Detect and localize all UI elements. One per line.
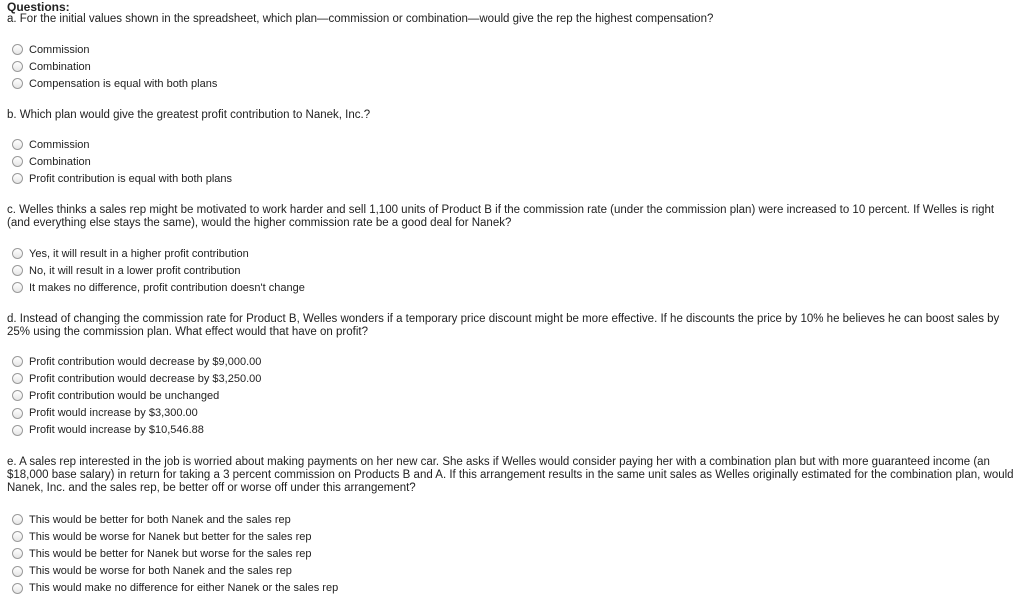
option-label: Combination bbox=[29, 155, 91, 168]
question-a-option-3[interactable] bbox=[12, 75, 217, 92]
option-label: Profit contribution is equal with both plans bbox=[29, 172, 233, 185]
radio-icon[interactable] bbox=[12, 61, 23, 72]
option-label: This would be better for both Nanek and the sales rep bbox=[29, 513, 291, 526]
questions-heading: Questions: bbox=[7, 0, 70, 14]
option-label: Profit contribution would decrease by $3,250.00 bbox=[29, 372, 262, 385]
option-label: This would be worse for both Nanek and the sales rep bbox=[29, 565, 292, 578]
option-label: Compensation is equal with both plans bbox=[29, 77, 218, 90]
radio-icon[interactable] bbox=[12, 566, 23, 577]
question-b-text: b. Which plan would give the greatest profit contribution to Nanek, Inc.? bbox=[7, 109, 371, 121]
option-label: Profit contribution would decrease by $9,000.00 bbox=[29, 355, 262, 368]
question-e-text: e. A sales rep interested in the job is worried about making payments on her new car. She asks if Welles would consider paying her with a combination plan but with more guaranteed income (an $18,000 base salary) in return for taking a 3 percent commission on Products B and A. If this arrangement results in the same unit sales as Welles originally estimated for the combination plan, would Nanek, Inc. and the sales rep, be better off or worse off under this arrangement? bbox=[7, 456, 1014, 494]
radio-icon[interactable] bbox=[12, 548, 23, 559]
question-d-option-2[interactable] bbox=[12, 370, 261, 387]
radio-icon[interactable] bbox=[12, 265, 23, 276]
radio-icon[interactable] bbox=[12, 531, 23, 542]
option-label: Yes, it will result in a higher profit contribution bbox=[29, 247, 249, 260]
question-d-options bbox=[12, 353, 261, 439]
radio-icon[interactable] bbox=[12, 173, 23, 184]
radio-icon[interactable] bbox=[12, 583, 23, 594]
question-d-option-1[interactable] bbox=[12, 353, 261, 370]
question-d-option-4[interactable] bbox=[12, 405, 261, 422]
option-label: Commission bbox=[29, 138, 90, 151]
radio-icon[interactable] bbox=[12, 139, 23, 150]
option-label: Commission bbox=[29, 43, 90, 56]
question-e-option-5[interactable] bbox=[12, 580, 338, 597]
question-c-option-1[interactable] bbox=[12, 245, 305, 262]
radio-icon[interactable] bbox=[12, 425, 23, 436]
option-label: This would be better for Nanek but worse for the sales rep bbox=[29, 547, 312, 560]
radio-icon[interactable] bbox=[12, 282, 23, 293]
option-label: This would make no difference for either Nanek or the sales rep bbox=[29, 582, 339, 595]
question-d-option-5[interactable] bbox=[12, 422, 261, 439]
question-a-text: a. For the initial values shown in the spreadsheet, which plan—commission or combination—would give the rep the highest compensation? bbox=[7, 13, 714, 25]
question-a-option-1[interactable] bbox=[12, 41, 217, 58]
question-c-option-3[interactable] bbox=[12, 279, 305, 296]
question-b-option-3[interactable] bbox=[12, 170, 232, 187]
radio-icon[interactable] bbox=[12, 156, 23, 167]
radio-icon[interactable] bbox=[12, 408, 23, 419]
question-e-option-4[interactable] bbox=[12, 563, 338, 580]
radio-icon[interactable] bbox=[12, 248, 23, 259]
radio-icon[interactable] bbox=[12, 390, 23, 401]
option-label: It makes no difference, profit contribution doesn't change bbox=[29, 281, 305, 294]
question-e-option-2[interactable] bbox=[12, 528, 338, 545]
radio-icon[interactable] bbox=[12, 373, 23, 384]
option-label: Combination bbox=[29, 60, 91, 73]
option-label: No, it will result in a lower profit contribution bbox=[29, 264, 241, 277]
question-e-option-1[interactable] bbox=[12, 511, 338, 528]
question-e-options bbox=[12, 511, 338, 597]
question-a-options bbox=[12, 41, 217, 93]
question-c-text: c. Welles thinks a sales rep might be motivated to work harder and sell 1,100 units of Product B if the commission rate (under the commission plan) were increased to 10 percent. If Welles is right (and everything else stays the same), would the higher commission rate be a good deal for Nanek? bbox=[7, 204, 995, 229]
question-b-option-2[interactable] bbox=[12, 153, 232, 170]
radio-icon[interactable] bbox=[12, 356, 23, 367]
radio-icon[interactable] bbox=[12, 514, 23, 525]
option-label: Profit would increase by $10,546.88 bbox=[29, 424, 204, 437]
question-d-text: d. Instead of changing the commission rate for Product B, Welles wonders if a temporary price discount might be more effective. If he discounts the price by 10% he believes he can boost sales by 25% using the commission plan. What effect would that have on profit? bbox=[7, 313, 1000, 338]
question-b-option-1[interactable] bbox=[12, 136, 232, 153]
question-c-options bbox=[12, 245, 305, 297]
radio-icon[interactable] bbox=[12, 78, 23, 89]
question-e-option-3[interactable] bbox=[12, 545, 338, 562]
option-label: Profit contribution would be unchanged bbox=[29, 389, 220, 402]
question-b-options bbox=[12, 136, 232, 188]
question-c-option-2[interactable] bbox=[12, 262, 305, 279]
question-d-option-3[interactable] bbox=[12, 387, 261, 404]
option-label: Profit would increase by $3,300.00 bbox=[29, 407, 198, 420]
option-label: This would be worse for Nanek but better for the sales rep bbox=[29, 530, 312, 543]
radio-icon[interactable] bbox=[12, 44, 23, 55]
question-a-option-2[interactable] bbox=[12, 58, 217, 75]
